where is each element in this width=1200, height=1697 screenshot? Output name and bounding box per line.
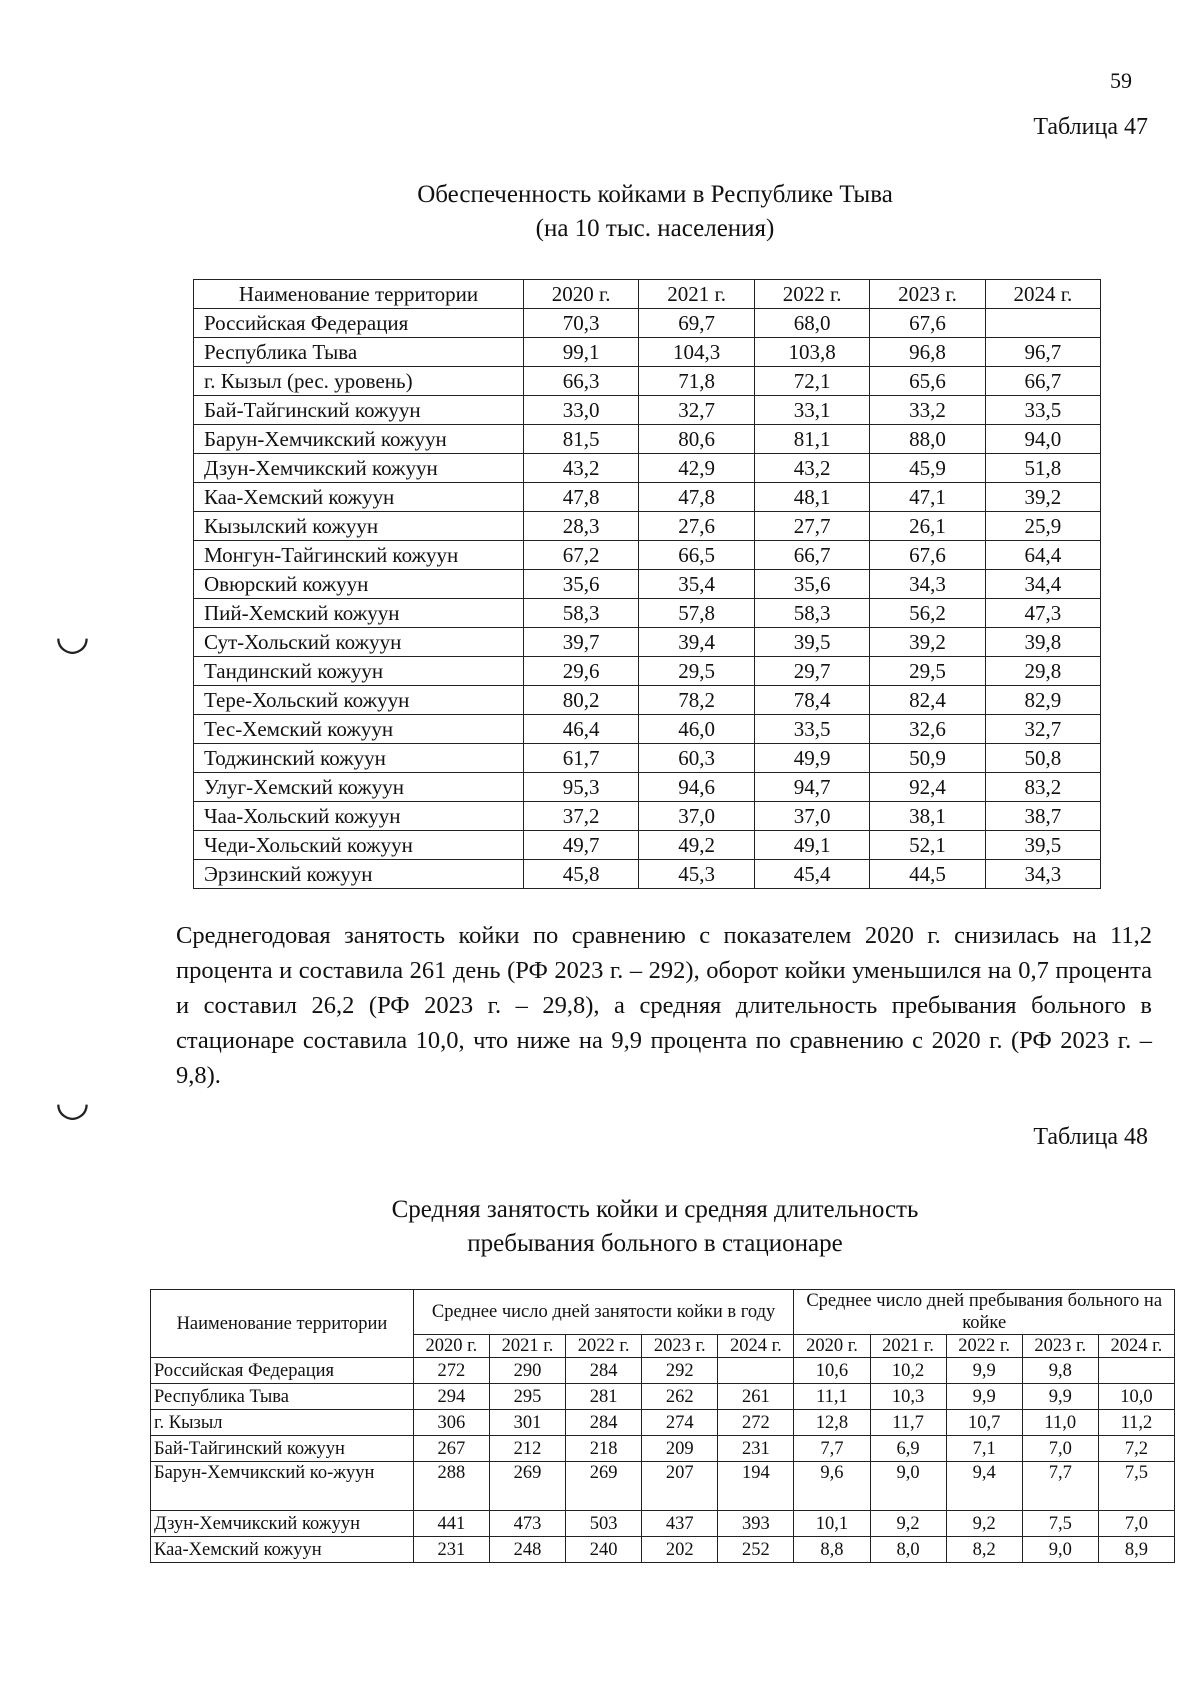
table-row — [151, 1537, 1175, 1563]
value-cell: 7,0 — [1098, 1511, 1174, 1537]
table-48-year: 2024 г. — [718, 1335, 794, 1358]
table-row — [151, 1358, 1175, 1384]
value-cell: 68,0 — [754, 309, 870, 338]
value-cell: 47,8 — [524, 483, 639, 512]
table-47 — [193, 279, 1101, 889]
value-cell: 37,0 — [754, 802, 870, 831]
value-cell: 281 — [566, 1384, 642, 1410]
territory-name-cell: Чаа-Хольский кожуун — [194, 802, 524, 831]
value-cell: 10,6 — [794, 1358, 870, 1384]
value-cell: 81,5 — [524, 425, 639, 454]
value-cell: 58,3 — [524, 599, 639, 628]
value-cell: 209 — [642, 1436, 718, 1462]
value-cell: 11,0 — [1022, 1410, 1098, 1436]
value-cell: 50,9 — [870, 744, 985, 773]
value-cell: 33,5 — [985, 396, 1100, 425]
value-cell: 81,1 — [754, 425, 870, 454]
value-cell: 67,6 — [870, 541, 985, 570]
territory-name-cell: Республика Тыва — [194, 338, 524, 367]
value-cell: 29,5 — [639, 657, 755, 686]
value-cell: 45,9 — [870, 454, 985, 483]
value-cell: 47,8 — [639, 483, 755, 512]
value-cell: 94,6 — [639, 773, 755, 802]
value-cell: 96,8 — [870, 338, 985, 367]
value-cell: 393 — [718, 1511, 794, 1537]
value-cell: 218 — [566, 1436, 642, 1462]
value-cell: 7,7 — [794, 1436, 870, 1462]
value-cell: 240 — [566, 1537, 642, 1563]
table-row — [151, 1410, 1175, 1436]
value-cell: 9,2 — [870, 1511, 946, 1537]
value-cell: 29,8 — [985, 657, 1100, 686]
value-cell: 269 — [566, 1462, 642, 1511]
value-cell: 10,1 — [794, 1511, 870, 1537]
territory-name-cell: Пий-Хемский кожуун — [194, 599, 524, 628]
value-cell: 39,8 — [985, 628, 1100, 657]
value-cell: 261 — [718, 1384, 794, 1410]
table-48-label: Таблица 48 — [1033, 1124, 1148, 1150]
value-cell: 34,4 — [985, 570, 1100, 599]
table-row — [194, 454, 1101, 483]
table-48-group-stay: Среднее число дней пребывания больного на койке — [794, 1290, 1175, 1335]
value-cell: 43,2 — [754, 454, 870, 483]
value-cell: 67,2 — [524, 541, 639, 570]
table-row — [194, 396, 1101, 425]
territory-name-cell: Барун-Хемчикский кожуун — [194, 425, 524, 454]
value-cell: 45,8 — [524, 860, 639, 889]
value-cell: 92,4 — [870, 773, 985, 802]
table-48-year: 2022 г. — [946, 1335, 1022, 1358]
table-47-header: 2021 г. — [639, 280, 755, 309]
value-cell: 34,3 — [870, 570, 985, 599]
value-cell: 12,8 — [794, 1410, 870, 1436]
value-cell: 52,1 — [870, 831, 985, 860]
territory-name-cell: Чеди-Хольский кожуун — [194, 831, 524, 860]
table-48-group-occupancy: Среднее число дней занятости койки в году — [413, 1290, 794, 1335]
territory-name-cell: Сут-Хольский кожуун — [194, 628, 524, 657]
value-cell: 10,2 — [870, 1358, 946, 1384]
table-48-title — [0, 1193, 1200, 1261]
table-row — [194, 802, 1101, 831]
territory-name-cell: Монгун-Тайгинский кожуун — [194, 541, 524, 570]
value-cell — [1098, 1358, 1174, 1384]
table-row — [194, 425, 1101, 454]
value-cell: 29,6 — [524, 657, 639, 686]
table-row — [194, 657, 1101, 686]
table-48-title-line2: пребывания больного в стационаре — [467, 1230, 843, 1257]
value-cell: 11,7 — [870, 1410, 946, 1436]
value-cell: 66,3 — [524, 367, 639, 396]
value-cell: 66,7 — [985, 367, 1100, 396]
body-paragraph: Среднегодовая занятость койки по сравнению с показателем 2020 г. снизилась на 11,2 процента и составила 261 день (РФ 2023 г. – 292), оборот койки уменьшился на 0,7 процента и составил 26,2 (РФ 2023 г. – 29,8), а средняя длительность пребывания больного в стационаре составила 10,0, что ниже на 9,9 процента по сравнению с 2020 г. (РФ 2023 г. – 9,8). — [176, 922, 1152, 1089]
value-cell: 202 — [642, 1537, 718, 1563]
table-48-title-line1: Средняя занятость койки и средняя длительность — [391, 1196, 919, 1223]
value-cell: 66,7 — [754, 541, 870, 570]
value-cell: 44,5 — [870, 860, 985, 889]
table-47-title-line2: (на 10 тыс. населения) — [535, 215, 775, 242]
territory-name-cell: Тес-Хемский кожуун — [194, 715, 524, 744]
value-cell — [985, 309, 1100, 338]
table-row — [151, 1511, 1175, 1537]
table-48-year: 2022 г. — [566, 1335, 642, 1358]
table-48-year: 2023 г. — [642, 1335, 718, 1358]
value-cell: 7,2 — [1098, 1436, 1174, 1462]
value-cell: 50,8 — [985, 744, 1100, 773]
value-cell: 473 — [489, 1511, 565, 1537]
value-cell: 284 — [566, 1358, 642, 1384]
value-cell: 9,6 — [794, 1462, 870, 1511]
value-cell: 272 — [718, 1410, 794, 1436]
value-cell: 32,7 — [985, 715, 1100, 744]
value-cell: 9,4 — [946, 1462, 1022, 1511]
table-47-label: Таблица 47 — [1033, 114, 1148, 140]
value-cell: 8,9 — [1098, 1537, 1174, 1563]
value-cell: 10,3 — [870, 1384, 946, 1410]
value-cell: 82,4 — [870, 686, 985, 715]
value-cell: 57,8 — [639, 599, 755, 628]
value-cell: 47,1 — [870, 483, 985, 512]
territory-name-cell: Бай-Тайгинский кожуун — [151, 1436, 414, 1462]
value-cell: 252 — [718, 1537, 794, 1563]
value-cell: 32,7 — [639, 396, 755, 425]
value-cell: 262 — [642, 1384, 718, 1410]
value-cell: 9,2 — [946, 1511, 1022, 1537]
value-cell: 290 — [489, 1358, 565, 1384]
table-47-title — [0, 178, 1200, 246]
value-cell: 32,6 — [870, 715, 985, 744]
table-48-year: 2023 г. — [1022, 1335, 1098, 1358]
value-cell: 82,9 — [985, 686, 1100, 715]
value-cell: 38,7 — [985, 802, 1100, 831]
value-cell: 45,3 — [639, 860, 755, 889]
value-cell: 94,0 — [985, 425, 1100, 454]
value-cell: 71,8 — [639, 367, 755, 396]
value-cell: 6,9 — [870, 1436, 946, 1462]
value-cell: 27,6 — [639, 512, 755, 541]
value-cell: 9,8 — [1022, 1358, 1098, 1384]
territory-name-cell: Кызылский кожуун — [194, 512, 524, 541]
value-cell: 231 — [413, 1537, 489, 1563]
scan-mark: ◡ — [55, 1079, 90, 1124]
value-cell: 437 — [642, 1511, 718, 1537]
value-cell: 38,1 — [870, 802, 985, 831]
value-cell: 11,1 — [794, 1384, 870, 1410]
territory-name-cell: Улуг-Хемский кожуун — [194, 773, 524, 802]
territory-name-cell: Республика Тыва — [151, 1384, 414, 1410]
table-48-year: 2021 г. — [489, 1335, 565, 1358]
table-row — [194, 599, 1101, 628]
value-cell: 37,0 — [639, 802, 755, 831]
value-cell: 231 — [718, 1436, 794, 1462]
table-row — [194, 831, 1101, 860]
table-row — [194, 367, 1101, 396]
territory-name-cell: Тоджинский кожуун — [194, 744, 524, 773]
table-row — [194, 338, 1101, 367]
table-48-body — [151, 1358, 1175, 1563]
table-47-header-row — [194, 280, 1101, 309]
value-cell: 7,5 — [1022, 1511, 1098, 1537]
value-cell: 8,8 — [794, 1537, 870, 1563]
table-row — [194, 686, 1101, 715]
value-cell: 269 — [489, 1462, 565, 1511]
value-cell: 11,2 — [1098, 1410, 1174, 1436]
value-cell: 441 — [413, 1511, 489, 1537]
value-cell: 66,5 — [639, 541, 755, 570]
value-cell: 39,5 — [985, 831, 1100, 860]
value-cell: 27,7 — [754, 512, 870, 541]
value-cell: 35,6 — [524, 570, 639, 599]
value-cell: 10,7 — [946, 1410, 1022, 1436]
value-cell: 292 — [642, 1358, 718, 1384]
territory-name-cell: Тандинский кожуун — [194, 657, 524, 686]
value-cell: 34,3 — [985, 860, 1100, 889]
value-cell: 51,8 — [985, 454, 1100, 483]
value-cell: 288 — [413, 1462, 489, 1511]
table-47-header: 2023 г. — [870, 280, 985, 309]
value-cell: 194 — [718, 1462, 794, 1511]
value-cell: 83,2 — [985, 773, 1100, 802]
value-cell: 29,7 — [754, 657, 870, 686]
value-cell: 80,6 — [639, 425, 755, 454]
value-cell: 37,2 — [524, 802, 639, 831]
value-cell: 67,6 — [870, 309, 985, 338]
value-cell: 43,2 — [524, 454, 639, 483]
value-cell: 25,9 — [985, 512, 1100, 541]
territory-name-cell: Овюрский кожуун — [194, 570, 524, 599]
value-cell: 39,7 — [524, 628, 639, 657]
value-cell: 72,1 — [754, 367, 870, 396]
value-cell: 306 — [413, 1410, 489, 1436]
value-cell: 69,7 — [639, 309, 755, 338]
table-row — [151, 1384, 1175, 1410]
value-cell: 33,2 — [870, 396, 985, 425]
table-row — [194, 309, 1101, 338]
value-cell: 274 — [642, 1410, 718, 1436]
table-row — [151, 1462, 1175, 1511]
value-cell: 78,2 — [639, 686, 755, 715]
table-47-header: 2024 г. — [985, 280, 1100, 309]
value-cell: 35,6 — [754, 570, 870, 599]
table-row — [194, 483, 1101, 512]
value-cell: 49,1 — [754, 831, 870, 860]
territory-name-cell: Тере-Хольский кожуун — [194, 686, 524, 715]
value-cell — [718, 1358, 794, 1384]
value-cell: 58,3 — [754, 599, 870, 628]
value-cell: 29,5 — [870, 657, 985, 686]
value-cell: 9,0 — [870, 1462, 946, 1511]
page-number: 59 — [1110, 68, 1132, 93]
value-cell: 47,3 — [985, 599, 1100, 628]
territory-name-cell: Российская Федерация — [151, 1358, 414, 1384]
value-cell: 56,2 — [870, 599, 985, 628]
value-cell: 9,9 — [1022, 1384, 1098, 1410]
value-cell: 26,1 — [870, 512, 985, 541]
value-cell: 8,2 — [946, 1537, 1022, 1563]
value-cell: 248 — [489, 1537, 565, 1563]
value-cell: 267 — [413, 1436, 489, 1462]
table-48-group-row — [151, 1290, 1175, 1335]
value-cell: 49,9 — [754, 744, 870, 773]
value-cell: 48,1 — [754, 483, 870, 512]
value-cell: 207 — [642, 1462, 718, 1511]
territory-name-cell: Дзун-Хемчикский кожуун — [194, 454, 524, 483]
value-cell: 46,0 — [639, 715, 755, 744]
table-47-title-line1: Обеспеченность койками в Республике Тыва — [417, 181, 893, 208]
value-cell: 7,0 — [1022, 1436, 1098, 1462]
value-cell: 284 — [566, 1410, 642, 1436]
value-cell: 503 — [566, 1511, 642, 1537]
value-cell: 7,7 — [1022, 1462, 1098, 1511]
table-48-year: 2024 г. — [1098, 1335, 1174, 1358]
value-cell: 28,3 — [524, 512, 639, 541]
value-cell: 49,7 — [524, 831, 639, 860]
value-cell: 39,2 — [985, 483, 1100, 512]
value-cell: 9,9 — [946, 1358, 1022, 1384]
value-cell: 61,7 — [524, 744, 639, 773]
value-cell: 96,7 — [985, 338, 1100, 367]
table-row — [194, 512, 1101, 541]
value-cell: 104,3 — [639, 338, 755, 367]
value-cell: 42,9 — [639, 454, 755, 483]
value-cell: 301 — [489, 1410, 565, 1436]
value-cell: 33,0 — [524, 396, 639, 425]
value-cell: 35,4 — [639, 570, 755, 599]
territory-name-cell: Бай-Тайгинский кожуун — [194, 396, 524, 425]
value-cell: 39,5 — [754, 628, 870, 657]
value-cell: 295 — [489, 1384, 565, 1410]
value-cell: 70,3 — [524, 309, 639, 338]
table-row — [194, 628, 1101, 657]
value-cell: 7,5 — [1098, 1462, 1174, 1511]
table-row — [194, 541, 1101, 570]
value-cell: 7,1 — [946, 1436, 1022, 1462]
value-cell: 33,5 — [754, 715, 870, 744]
table-row — [194, 715, 1101, 744]
territory-name-cell: Каа-Хемский кожуун — [151, 1537, 414, 1563]
value-cell: 272 — [413, 1358, 489, 1384]
value-cell: 33,1 — [754, 396, 870, 425]
value-cell: 9,9 — [946, 1384, 1022, 1410]
table-47-header: 2020 г. — [524, 280, 639, 309]
table-48 — [150, 1289, 1175, 1563]
territory-name-cell: Каа-Хемский кожуун — [194, 483, 524, 512]
value-cell: 8,0 — [870, 1537, 946, 1563]
table-47-header: 2022 г. — [754, 280, 870, 309]
table-row — [194, 773, 1101, 802]
table-48-year: 2021 г. — [870, 1335, 946, 1358]
value-cell: 45,4 — [754, 860, 870, 889]
territory-name-cell: Российская Федерация — [194, 309, 524, 338]
scan-mark: ◡ — [55, 613, 90, 658]
value-cell: 39,2 — [870, 628, 985, 657]
table-row — [194, 570, 1101, 599]
value-cell: 294 — [413, 1384, 489, 1410]
value-cell: 212 — [489, 1436, 565, 1462]
table-row — [151, 1436, 1175, 1462]
territory-name-cell: г. Кызыл (рес. уровень) — [194, 367, 524, 396]
table-47-body — [194, 309, 1101, 889]
territory-name-cell: Дзун-Хемчикский кожуун — [151, 1511, 414, 1537]
territory-name-cell: Барун-Хемчикский ко-жуун — [151, 1462, 414, 1511]
value-cell: 99,1 — [524, 338, 639, 367]
table-row — [194, 744, 1101, 773]
value-cell: 39,4 — [639, 628, 755, 657]
value-cell: 78,4 — [754, 686, 870, 715]
value-cell: 49,2 — [639, 831, 755, 860]
table-48-year: 2020 г. — [794, 1335, 870, 1358]
value-cell: 65,6 — [870, 367, 985, 396]
table-48-year: 2020 г. — [413, 1335, 489, 1358]
value-cell: 95,3 — [524, 773, 639, 802]
value-cell: 46,4 — [524, 715, 639, 744]
value-cell: 10,0 — [1098, 1384, 1174, 1410]
territory-name-cell: Эрзинский кожуун — [194, 860, 524, 889]
value-cell: 103,8 — [754, 338, 870, 367]
value-cell: 9,0 — [1022, 1537, 1098, 1563]
table-row — [194, 860, 1101, 889]
territory-name-cell: г. Кызыл — [151, 1410, 414, 1436]
value-cell: 64,4 — [985, 541, 1100, 570]
table-48-header-name: Наименование территории — [151, 1290, 414, 1358]
value-cell: 60,3 — [639, 744, 755, 773]
table-47-header: Наименование территории — [194, 280, 524, 309]
value-cell: 88,0 — [870, 425, 985, 454]
value-cell: 94,7 — [754, 773, 870, 802]
value-cell: 80,2 — [524, 686, 639, 715]
